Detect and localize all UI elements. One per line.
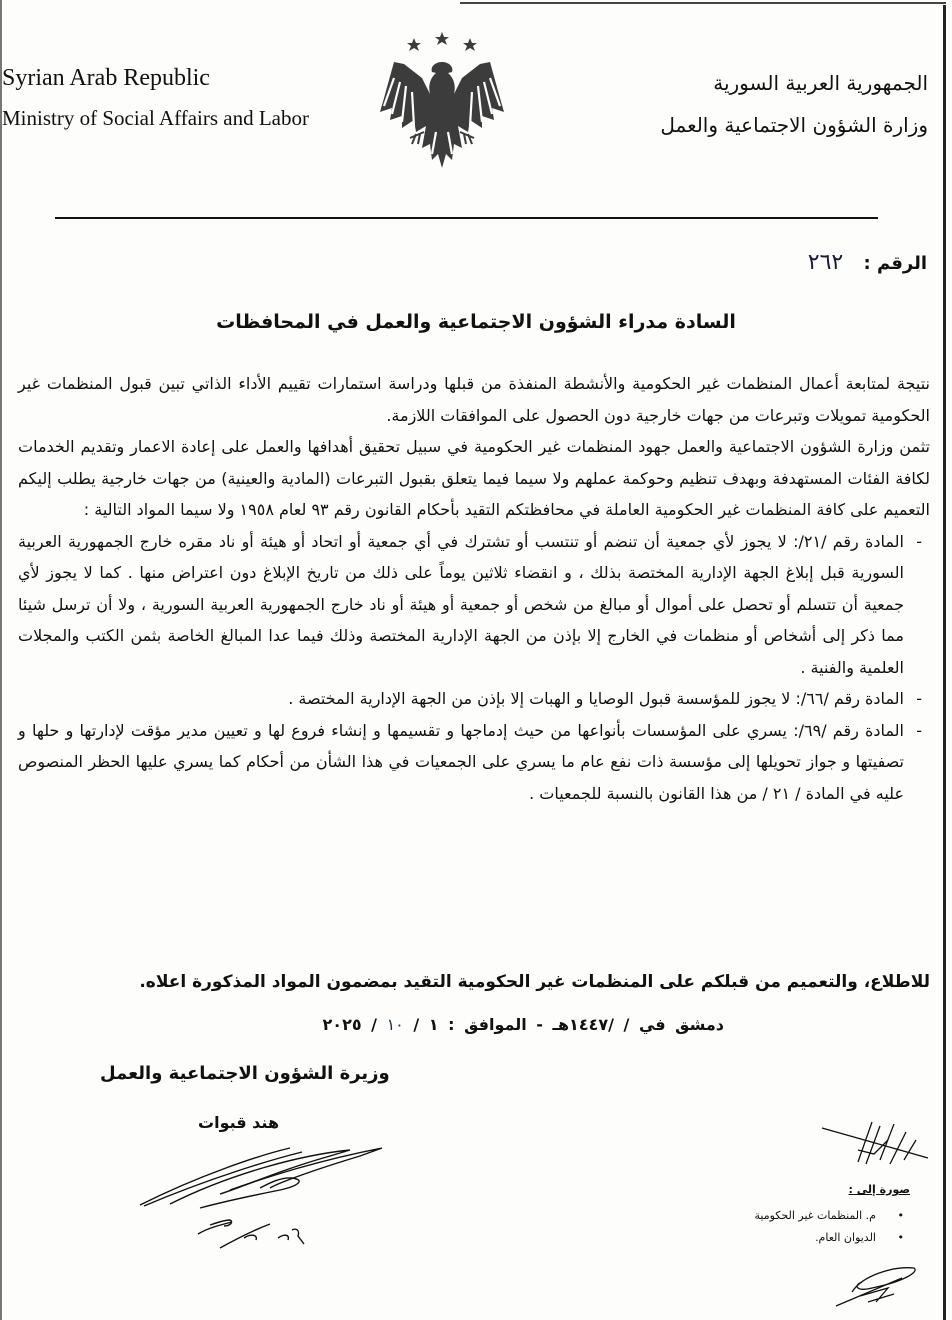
law-article-21: - المادة رقم /٢١/: لا يجوز لأي جمعية أن تنضم أو تنتسب أو تشترك في أي جمعية أو اتحاد أو هيئة أو ناد مقره خارج الجمهورية العربية السورية قبل إبلاغ الجهة الإدارية المختصة بذلك ، و انقضاء ثلاثين يوماً على ذلك من تاريخ الإبلاغ دون اعتراض منها . كما لا يجوز لأي جمعية أن تتسلم أو تحصل على أموال أو مبالغ من شخص أو جمعية أو هيئة أو ناد خارج الجمهورية العربية السورية ، ولا أن ترسل شيئا مما ذكر إلى أشخاص أو منظمات في الخارج إلا بإذن من الجهة الإدارية المختصة وذلك فيما عدا المبالغ الخاصة بثمن الكتب والمجلات العلمية والفنية . xyxy=(18,526,930,684)
reference-label: الرقم : xyxy=(863,253,927,274)
page-border-top xyxy=(460,2,946,4)
reference-value-handwritten: ٢٦٢ xyxy=(807,250,844,275)
header-divider xyxy=(55,217,878,219)
closing-instruction: للاطلاع، والتعميم من قبلكم على المنظمات غير الحكومية التقيد بمضمون المواد المذكورة اعلاه. xyxy=(139,972,930,992)
ministry-name-ar: وزارة الشؤون الاجتماعية والعمل xyxy=(660,113,928,137)
law-articles-list xyxy=(18,526,930,810)
dateline-prefix: دمشق في / /١٤٤٧هـ - الموافق : xyxy=(448,1015,724,1034)
english-letterhead xyxy=(2,60,309,134)
page-border-left xyxy=(0,0,2,1320)
copy-recipient: • م. المنظمات غير الحكومية xyxy=(755,1205,915,1227)
reviewer-initials-icon xyxy=(818,1120,938,1170)
signatory-title: وزيرة الشؤون الاجتماعية والعمل xyxy=(100,1063,390,1084)
copies-label: صورة إلى : xyxy=(848,1183,910,1196)
eagle-emblem-icon xyxy=(372,20,512,180)
addressee-title: السادة مدراء الشؤون الاجتماعية والعمل في المحافظات xyxy=(216,311,736,333)
law-article-69: - المادة رقم /٦٩/: يسري على المؤسسات بأنواعها من حيث إدماجها و تقسيمها و إنشاء فروع لها و تعيين مدير مؤقت لإدارتها و حلها و تصفيتها و جواز تحويلها إلى مؤسسة ذات نفع عام ما يسري على الجمعيات في هذا الشأن من أحكام كما يسري عليها الحظر المنصوص عليه في المادة / ٢١ / من هذا القانون بالنسبة للجمعيات . xyxy=(18,715,930,810)
page-border-right xyxy=(943,5,946,1320)
signatory-name: هند قبوات xyxy=(198,1113,280,1132)
minister-signature-icon xyxy=(120,1130,400,1260)
law-article-66: - المادة رقم /٦٦/: لا يجوز للمؤسسة قبول الوصايا و الهبات إلا بإذن من الجهة الإدارية المختصة . xyxy=(18,683,930,715)
date-year: ٢٠٢٥ xyxy=(322,1015,362,1034)
body-paragraph-1: نتيجة لمتابعة أعمال المنظمات غير الحكومية والأنشطة المنفذة من قبلها ودراسة استمارات تقييم الأداء الذاتي تبين قبول المنظمات غير الحكومية تمويلات وتبرعات من جهات خارجية دون الحصول على الموافقات اللازمة. xyxy=(18,374,930,425)
country-name-ar: الجمهورية العربية السورية xyxy=(713,71,928,95)
secondary-initials-icon xyxy=(832,1262,922,1312)
date-day: ١ xyxy=(428,1015,439,1034)
copies-recipients-list xyxy=(755,1205,915,1249)
body-paragraph-2: تثمن وزارة الشؤون الاجتماعية والعمل جهود المنظمات غير الحكومية في سبيل تحقيق أهدافها والعمل على إعادة الاعمار وتقديم الخدمات لكافة الفئات المستهدفة وبهدف تنظيم وحوكمة عملهم ولا سيما فيما يتعلق بقبول التبرعات (المادية والعينية) من جهات خارجية يطلب إليكم التعميم على كافة المنظمات غير الحكومية العاملة في محافظتكم التقيد بأحكام القانون رقم ٩٣ لعام ١٩٥٨ ولا سيما المواد التالية : xyxy=(18,437,930,519)
letter-body xyxy=(18,368,930,809)
ministry-name-en: Ministry of Social Affairs and Labor xyxy=(2,106,309,130)
arabic-letterhead xyxy=(660,68,928,140)
country-name-en: Syrian Arab Republic xyxy=(2,65,210,91)
copy-recipient: • الديوان العام. xyxy=(755,1227,915,1249)
date-month-handwritten: ١٠ xyxy=(386,1015,404,1034)
dateline: دمشق في / /١٤٤٧هـ - الموافق : ١ / ١٠ / ٢٠٢٥ xyxy=(322,1015,724,1034)
reference-number xyxy=(808,250,927,275)
